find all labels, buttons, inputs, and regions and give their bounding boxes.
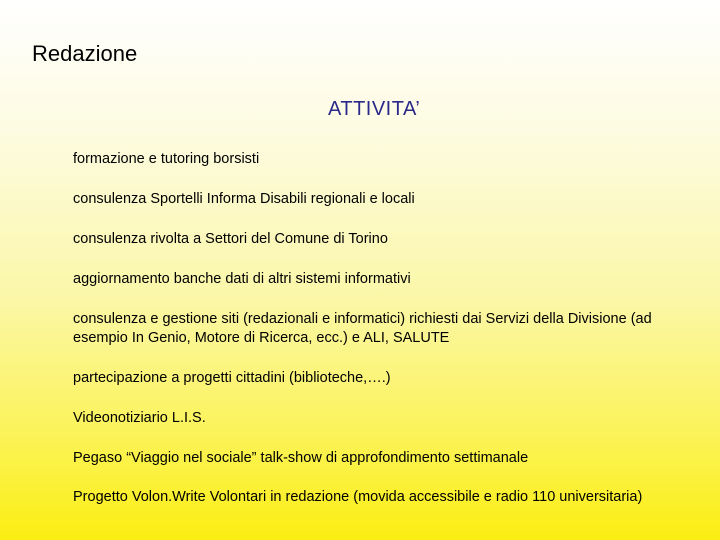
list-item: consulenza e gestione siti (redazionali e informatici) richiesti dai Servizi della Divisione (ad esempio In Genio, Motore di Ricerca, ecc.) e ALI, SALUTE [73,311,652,346]
list-item: formazione e tutoring borsisti [73,151,260,167]
list-item: aggiornamento banche dati di altri sistemi informativi [73,271,411,287]
list-item: partecipazione a progetti cittadini (biblioteche,….) [73,370,391,386]
list-item: consulenza rivolta a Settori del Comune di Torino [73,231,388,247]
list-item: consulenza Sportelli Informa Disabili regionali e locali [73,191,415,207]
list-item: Pegaso “Viaggio nel sociale” talk-show di approfondimento settimanale [73,450,529,466]
list-item: Progetto Volon.Write Volontari in redazione (movida accessibile e radio 110 universitaria) [73,489,643,505]
activity-list [73,150,703,528]
slide-title: Redazione [32,41,138,66]
section-heading: ATTIVITA’ [328,98,421,120]
list-item: Videonotiziario L.I.S. [73,410,206,426]
